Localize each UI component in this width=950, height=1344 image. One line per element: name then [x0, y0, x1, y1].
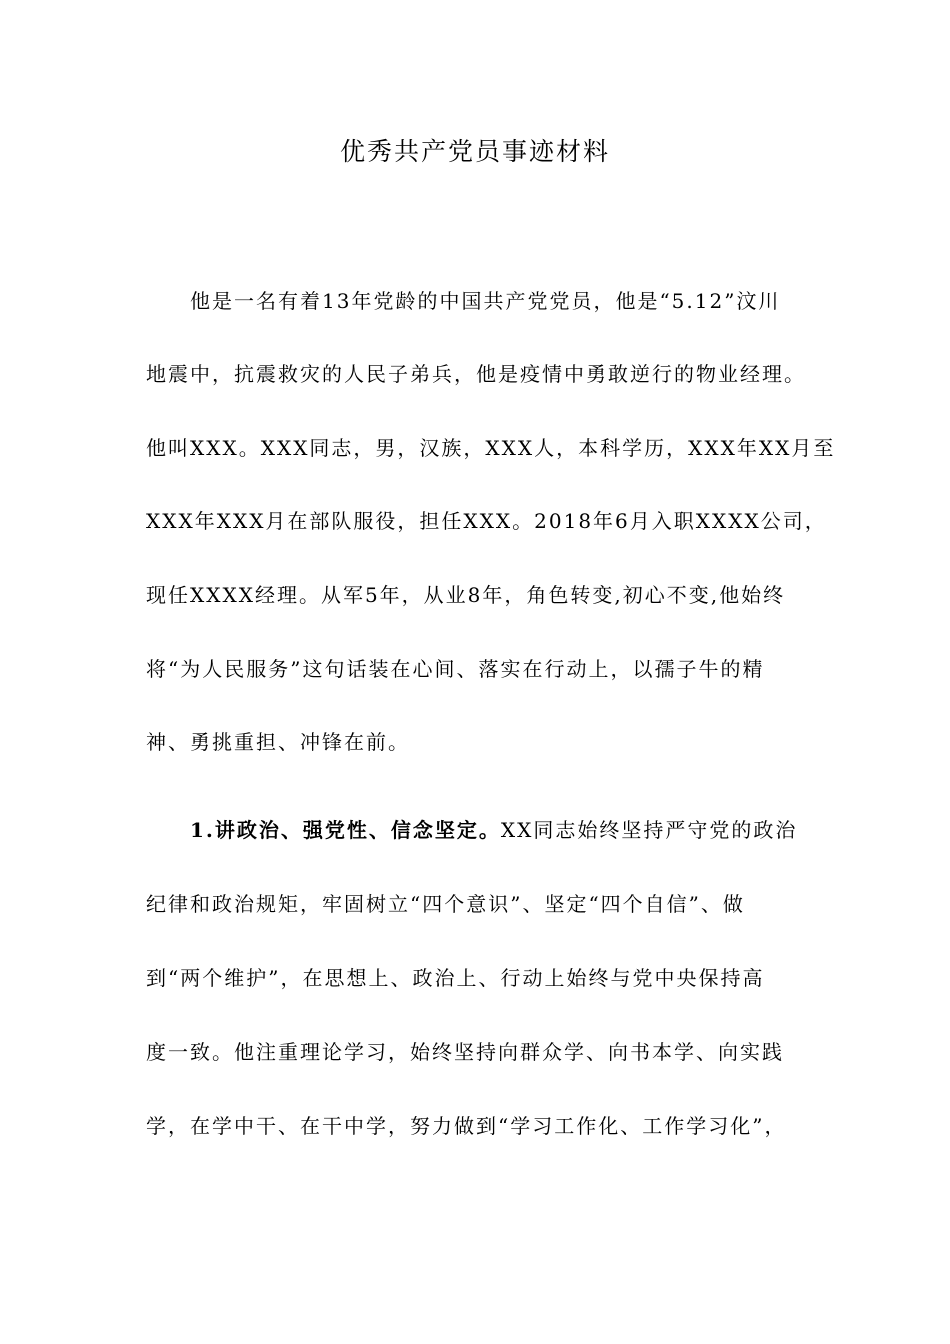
paragraph-line: 他是一名有着13年党龄的中国共产党党员，他是“5.12”汶川 [190, 289, 781, 313]
paragraph-line: XXX年XXX月在部队服役，担任XXX。2018年6月入职XXXX公司， [146, 509, 827, 533]
paragraph-line: 神、勇挑重担、冲锋在前。 [146, 730, 410, 754]
section-first-line [190, 815, 806, 845]
paragraph-line: 到“两个维护”，在思想上、政治上、行动上始终与党中央保持高 [146, 966, 765, 990]
paragraph-line: 地震中，抗震救灾的人民子弟兵，他是疫情中勇敢逆行的物业经理。 [146, 362, 806, 386]
paragraph-line: 纪律和政治规矩，牢固树立“四个意识”、坚定“四个自信”、做 [146, 892, 745, 916]
document-title: 优秀共产党员事迹材料 [339, 137, 610, 166]
section-heading: 1.讲政治、强党性、信念坚定。 [190, 818, 501, 842]
paragraph-line: 现任XXXX经理。从军5年，从业8年，角色转变,初心不变,他始终 [146, 583, 786, 607]
paragraph-line: 将“为人民服务”这句话装在心间、落实在行动上，以孺子牛的精 [146, 657, 765, 681]
section-first-line-text: XX同志始终坚持严守党的政治 [500, 818, 798, 842]
paragraph-line: 学，在学中干、在干中学，努力做到“学习工作化、工作学习化”， [146, 1114, 787, 1138]
paragraph-line: 他叫XXX。XXX同志，男，汉族，XXX人，本科学历，XXX年XX月至 [146, 436, 836, 460]
paragraph-line: 度一致。他注重理论学习，始终坚持向群众学、向书本学、向实践 [146, 1040, 784, 1064]
